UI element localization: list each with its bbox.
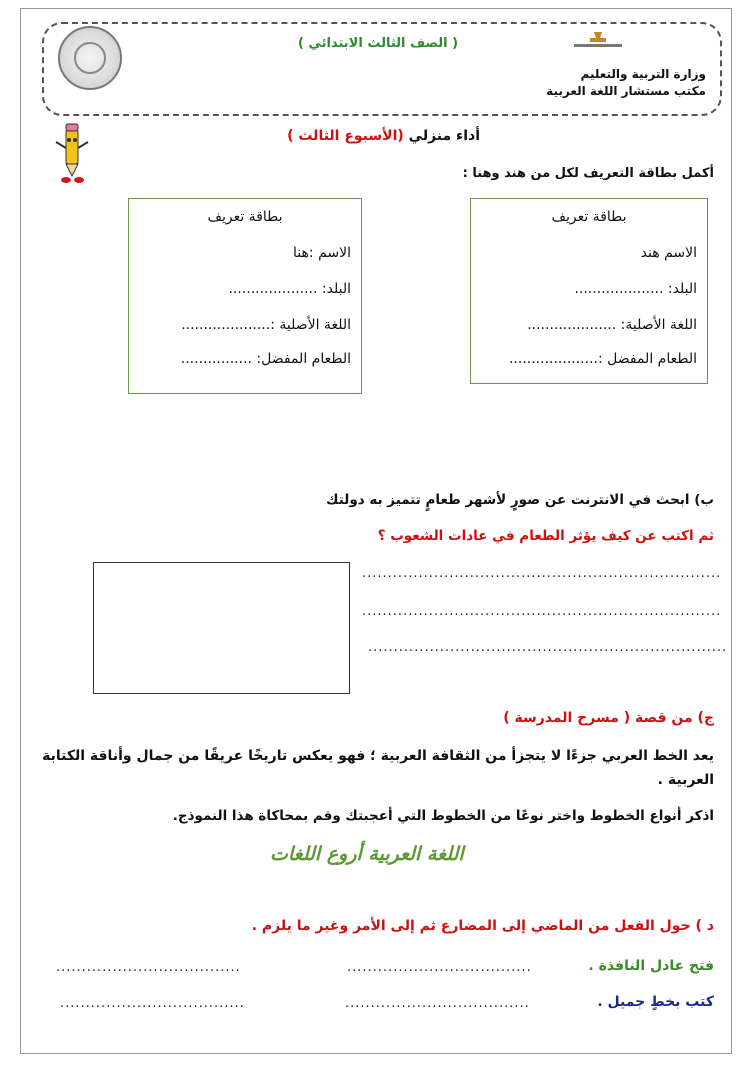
sentence-1: فتح عادل النافذة .: [588, 958, 714, 974]
card-food: الطعام المفضل: ................: [180, 351, 351, 367]
section-c-title: ج) من قصة ( مسرح المدرسة ): [503, 710, 714, 726]
answer-line-2: ......................................................................: [362, 604, 722, 619]
card-country: البلد: ....................: [228, 281, 351, 297]
title-week: (الأسبوع الثالث ): [287, 128, 404, 144]
section-c-paragraph: يعد الخط العربي جزءًا لا يتجزأ من الثقافة العربية ؛ فهو يعكس تاريخًا عريقًا من جمال وأناقة الكتابة العربية .: [42, 748, 714, 788]
section-d-title: د ) حول الفعل من الماضي إلى المضارع ثم إلى الأمر وغير ما يلزم .: [251, 918, 714, 934]
card-title: بطاقة تعريف: [207, 209, 283, 225]
card-language: اللغة الأصلية: ....................: [527, 317, 697, 333]
page-title: [287, 128, 480, 144]
ministry-name: وزارة التربية والتعليم: [580, 67, 706, 81]
answer-present-2: ....................................: [345, 996, 530, 1011]
card-title: بطاقة تعريف: [551, 209, 627, 225]
section-b-followup: ثم اكتب عن كيف يؤثر الطعام في عادات الشعوب ؟: [377, 528, 714, 544]
card-name: الاسم :هنا: [293, 245, 351, 261]
answer-line-1: ......................................................................: [362, 566, 722, 581]
image-box: [93, 562, 350, 694]
grade-label: ( الصف الثالث الابتدائي ): [298, 36, 459, 51]
answer-imperative-2: ....................................: [60, 996, 245, 1011]
sentence-2: كتب بخطٍ جميل .: [597, 994, 714, 1010]
instruction: أكمل بطاقة التعريف لكل من هند وهنا :: [462, 166, 714, 181]
card-name: الاسم هند: [640, 245, 697, 261]
pencil-mascot-icon: [52, 122, 92, 186]
card-language: اللغة الأصلية :....................: [181, 317, 351, 333]
office-name: مكتب مستشار اللغة العربية: [546, 84, 706, 98]
section-c-task: اذكر أنواع الخطوط واختر نوعًا من الخطوط التي أعجبتك وقم بمحاكاة هذا النموذج.: [172, 808, 714, 824]
id-card-hind: [470, 198, 708, 384]
card-food: الطعام المفضل :....................: [508, 351, 697, 367]
calligraphy-model: اللغة العربية أروع اللغات: [270, 843, 464, 865]
id-card-hana: [128, 198, 362, 394]
answer-imperative-1: ....................................: [56, 960, 241, 975]
ministry-seal-icon: [58, 26, 122, 90]
ministry-logo-icon: [572, 30, 624, 52]
answer-present-1: ....................................: [347, 960, 532, 975]
section-b-question: ب) ابحث في الانترنت عن صورٍ لأشهر طعامٍ تتميز به دولتك: [326, 492, 714, 508]
ministry-block: [546, 66, 706, 100]
answer-line-3: ......................................................................: [368, 640, 728, 655]
card-country: البلد: ....................: [574, 281, 697, 297]
title-prefix: أداء منزلي: [403, 128, 480, 144]
